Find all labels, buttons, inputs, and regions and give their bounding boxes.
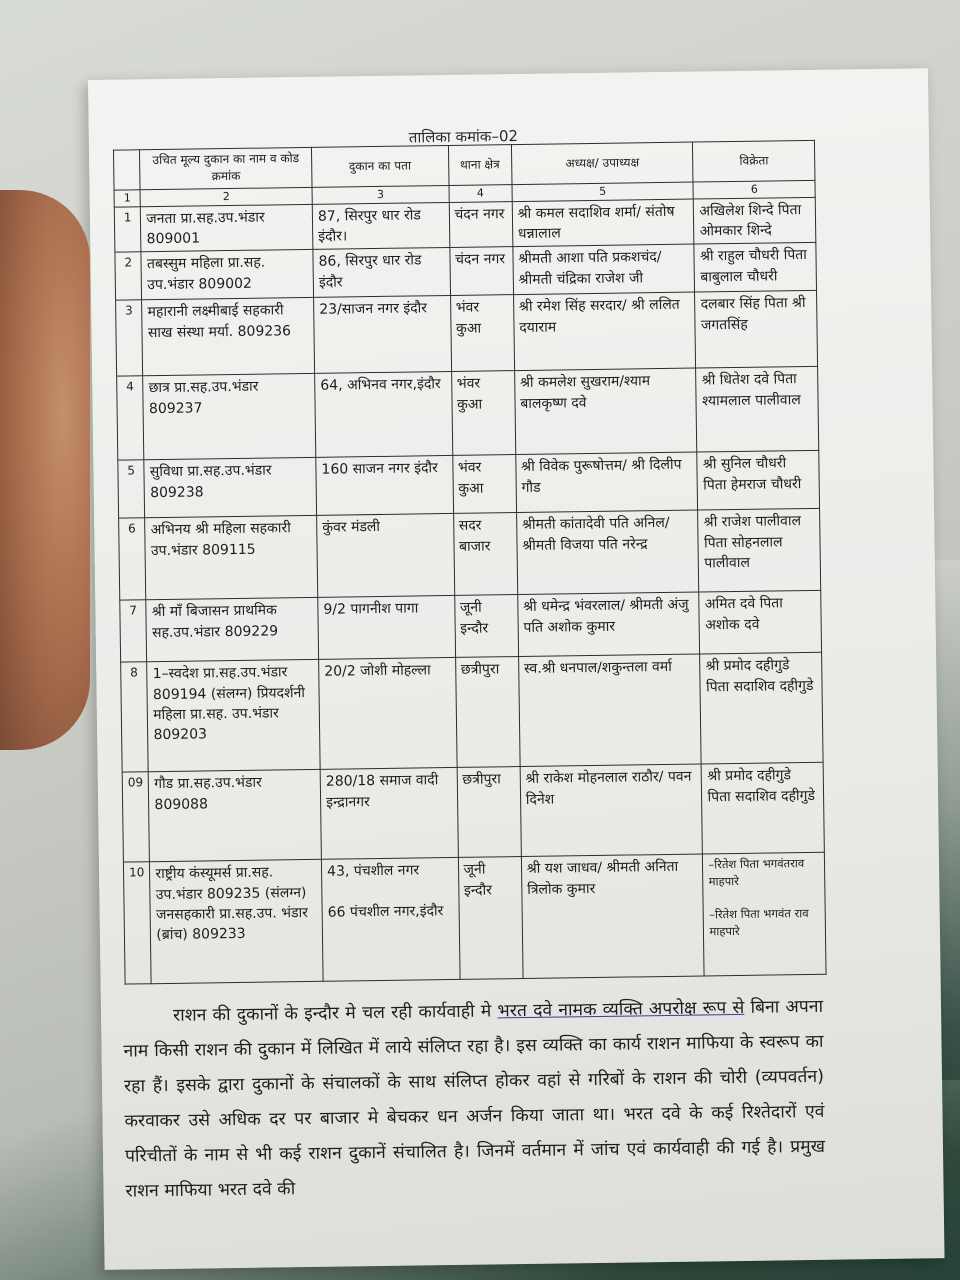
cell-serial bbox=[122, 772, 150, 862]
cell-text: 10 bbox=[129, 865, 145, 880]
cell-text: भंवर कुआ bbox=[457, 459, 484, 497]
cell-text: छत्रीपुरा bbox=[460, 661, 500, 679]
cell-address bbox=[317, 514, 455, 598]
col-num: 4 bbox=[449, 184, 512, 202]
cell-president bbox=[513, 292, 696, 371]
cell-address bbox=[318, 596, 455, 660]
cell-text: 09 bbox=[127, 775, 144, 790]
cell-address bbox=[314, 296, 452, 374]
cell-text: 87, सिरपुर धार रोड इंदौर। bbox=[317, 207, 421, 245]
col-num: 2 bbox=[140, 187, 312, 206]
cell-president bbox=[516, 510, 699, 595]
cell-seller bbox=[694, 243, 816, 293]
cell-text: श्री कमल सदाशिव शर्मा/ संतोष धन्नालाल bbox=[517, 203, 675, 243]
cell-seller bbox=[694, 197, 816, 244]
cell-president bbox=[520, 764, 703, 857]
paragraph-text: राशन की दुकानों के इन्दौर मे चल रही कार्यवाही मे bbox=[172, 1001, 498, 1026]
paragraph-underlined: भरत दवे नामक व्यक्ति अपरोक्ष रूप से bbox=[497, 997, 745, 1022]
table-row bbox=[123, 853, 826, 985]
cell-text: श्री राजेश पालीवाल पिता सोहनलाल पालीवाल bbox=[703, 513, 802, 572]
cell-seller bbox=[697, 451, 819, 511]
cell-serial bbox=[114, 206, 141, 252]
cell-seller bbox=[695, 291, 818, 369]
cell-thana bbox=[450, 295, 514, 372]
table-row bbox=[118, 451, 820, 519]
header-seller: विक्रेता bbox=[693, 140, 815, 181]
cell-text: –रितेश पिता भगवंत राव माहपारे bbox=[709, 906, 809, 939]
cell-text: श्रीमती कांतादेवी पति अनिल/ श्रीमती विजया पति नरेन्द्र bbox=[521, 515, 670, 554]
cell-text: जूनी इन्दौर bbox=[463, 861, 493, 899]
header-thana: थाना क्षेत्र bbox=[448, 145, 512, 186]
table-row bbox=[120, 591, 822, 663]
cell-serial bbox=[116, 300, 143, 376]
cell-text: सदर बाजार bbox=[458, 517, 491, 555]
cell-seller bbox=[698, 509, 821, 593]
cell-thana bbox=[449, 247, 513, 296]
header-shop: उचित मूल्य दुकान का नाम व कोड क्रमांक bbox=[140, 147, 312, 189]
cell-text: अभिनय श्री महिला सहकारी उप.भंडार 809115 bbox=[150, 520, 291, 559]
header-sn bbox=[113, 150, 140, 190]
cell-serial bbox=[115, 252, 142, 300]
cell-serial bbox=[121, 662, 149, 772]
cell-text: श्री प्रमोद दहीगुडे पिता सदाशिव दहीगुडे bbox=[707, 767, 816, 806]
cell-text: सुविधा प्रा.सह.उप.भंडार 809238 bbox=[149, 462, 272, 501]
cell-text: महारानी लक्ष्मीबाई सहकारी साख संस्था मर्या. 809236 bbox=[147, 302, 292, 341]
cell-text: जनता प्रा.सह.उप.भंडार 809001 bbox=[146, 209, 265, 248]
cell-text: श्री प्रमोद दहीगुडे पिता सदाशिव दहीगुडे bbox=[705, 657, 814, 696]
cell-shop bbox=[146, 598, 319, 662]
cell-text: भंवर कुआ bbox=[456, 375, 483, 413]
cell-serial bbox=[119, 518, 147, 600]
cell-seller bbox=[700, 653, 823, 765]
cell-shop bbox=[149, 770, 322, 862]
cell-president bbox=[516, 452, 698, 513]
table-row bbox=[117, 367, 819, 461]
cell-address bbox=[319, 658, 457, 770]
cell-text: तबस्सुम महिला प्रा.सह. उप.भंडार 809002 bbox=[146, 254, 266, 293]
holding-hand bbox=[0, 190, 90, 750]
cell-text: श्री विवेक पुरूषोत्तम/ श्री दिलीप गौड bbox=[521, 457, 682, 496]
body-paragraph bbox=[123, 990, 826, 1210]
cell-seller bbox=[703, 853, 826, 977]
cell-text: 86, सिरपुर धार रोड इंदौर bbox=[318, 252, 422, 291]
ration-shop-table bbox=[113, 140, 827, 985]
cell-text: 20/2 जोशी मोहल्ला bbox=[324, 662, 431, 681]
table-row bbox=[121, 653, 823, 773]
cell-seller bbox=[696, 367, 819, 453]
cell-address bbox=[321, 858, 459, 982]
cell-text: 8 bbox=[130, 665, 138, 680]
col-num: 3 bbox=[312, 185, 449, 204]
cell-text: श्री सुनिल चौधरी पिता हेमराज चौधरी bbox=[702, 455, 802, 494]
cell-text: 2 bbox=[124, 255, 133, 270]
cell-thana bbox=[458, 857, 523, 980]
cell-address bbox=[313, 248, 450, 298]
cell-text: भंवर कुआ bbox=[455, 299, 482, 337]
cell-serial bbox=[118, 460, 145, 518]
cell-text: 1 bbox=[123, 210, 132, 225]
cell-shop bbox=[141, 204, 313, 252]
cell-text: 280/18 समाज वादी इन्द्रानगर bbox=[325, 772, 439, 811]
cell-text: 66 पंचशील नगर,इंदौर bbox=[327, 903, 444, 921]
col-num: 6 bbox=[693, 180, 815, 199]
col-num: 1 bbox=[114, 190, 141, 207]
cell-text: –रितेश पिता भगवंतराव माहपारे bbox=[708, 856, 805, 889]
header-address: दुकान का पता bbox=[311, 145, 448, 187]
cell-serial bbox=[123, 862, 151, 984]
cell-text: चंदन नगर bbox=[454, 205, 505, 223]
cell-thana bbox=[457, 767, 521, 858]
cell-text: राष्ट्रीय कंस्यूमर्स प्रा.सह. उप.भंडार 809235 (संलग्न) जनसहकारी प्रा.सह.उप. भंडार (ब्रांच) 809233 bbox=[155, 864, 308, 944]
header-president: अध्यक्ष/ उपाध्यक्ष bbox=[511, 142, 693, 184]
cell-shop bbox=[147, 660, 320, 772]
cell-text: 6 bbox=[128, 521, 136, 536]
cell-thana bbox=[452, 455, 516, 514]
cell-text: कुंवर मंडली bbox=[322, 519, 381, 537]
cell-president bbox=[513, 244, 695, 295]
cell-text: श्री धमेन्द्र भंवरलाल/ श्रीमती अंजु पति अशोक कुमार bbox=[523, 596, 689, 636]
cell-shop bbox=[142, 298, 315, 376]
cell-text: गौड प्रा.सह.उप.भंडार 809088 bbox=[154, 774, 262, 813]
cell-shop bbox=[150, 860, 323, 984]
cell-text: श्री मॉं बिजासन प्राथमिक सह.उप.भंडार 809229 bbox=[151, 602, 279, 641]
cell-serial bbox=[117, 376, 145, 460]
cell-text: 4 bbox=[126, 379, 134, 394]
cell-text: जूनी इन्दौर bbox=[459, 599, 489, 637]
cell-text: 64, अभिनव नगर,इंदौर bbox=[320, 376, 441, 395]
table-row bbox=[116, 291, 818, 377]
cell-serial bbox=[120, 600, 147, 662]
cell-text: 5 bbox=[127, 463, 136, 478]
cell-text: श्री धितेश दवे पिता श्यामलाल पालीवाल bbox=[701, 371, 801, 410]
cell-thana bbox=[454, 595, 518, 658]
cell-president bbox=[512, 199, 694, 247]
cell-text: 43, पंचशील नगर bbox=[327, 862, 420, 881]
cell-text: श्री यश जाधव/ श्रीमती अनिता त्रिलोक कुमार bbox=[526, 859, 679, 898]
cell-text: चंदन नगर bbox=[454, 251, 506, 269]
cell-address bbox=[320, 768, 458, 860]
cell-text: 160 साजन नगर इंदौर bbox=[321, 460, 438, 479]
table-title: तालिका कमांक–02 bbox=[408, 127, 519, 147]
cell-shop bbox=[143, 374, 316, 460]
cell-text: 3 bbox=[124, 303, 133, 318]
cell-shop bbox=[145, 516, 318, 600]
cell-shop bbox=[144, 458, 316, 518]
cell-text: श्री रमेश सिंह सरदार/ श्री ललित दयाराम bbox=[518, 297, 680, 336]
table-row bbox=[122, 763, 824, 863]
cell-text: श्री राकेश मोहनलाल राठौर/ पवन दिनेश bbox=[525, 768, 692, 808]
cell-president bbox=[521, 854, 704, 979]
cell-thana bbox=[449, 201, 513, 247]
cell-text: अमित दवे पिता अशोक दवे bbox=[704, 595, 783, 634]
cell-thana bbox=[453, 513, 517, 596]
cell-president bbox=[518, 654, 701, 767]
cell-text: 1–स्वदेश प्रा.सह.उप.भंडार 809194 (संलग्न) प्रियदर्शनी महिला प्रा.सह. उप.भंडार 809203 bbox=[152, 664, 306, 744]
cell-text: दलबार सिंह पिता श्री जगतसिंह bbox=[700, 295, 806, 334]
col-num: 5 bbox=[512, 182, 694, 201]
cell-text: छात्र प्रा.सह.उप.भंडार 809237 bbox=[148, 378, 259, 417]
table-row bbox=[119, 509, 821, 601]
cell-address bbox=[312, 202, 449, 249]
cell-text: स्व.श्री धनपाल/शकुन्तला वर्मा bbox=[523, 659, 672, 678]
document-page bbox=[88, 68, 945, 1270]
cell-shop bbox=[141, 250, 313, 300]
cell-text: श्री राहुल चौधरी पिता बाबुलाल चौधरी bbox=[699, 247, 807, 286]
paragraph-text: बिना अपना नाम किसी राशन की दुकान में लिखित में लाये संलिप्त रहा है। इस व्यक्ति का कार्य राशन माफिया के स्वरूप का रहा हैं। इसके द्वारा दुकानों के संचालकों के साथ संलिप्त होकर वहां से गरिबों के राशन की चोरी (व्यपवर्तन) करवाकर उसे अधिक दर पर बाजार मे बेचकर धन अर्जन किया जाता था। भरत दवे के कई रिश्तेदारों एवं परिचीतों के नाम से भी कई राशन दुकानें संचालित है। जिनमें वर्तमान में जांच एवं कार्यवाही की गई है। प्रमुख राशन माफिया भरत दवे की bbox=[123, 996, 826, 1202]
cell-address bbox=[315, 372, 453, 458]
cell-seller bbox=[702, 763, 825, 855]
cell-thana bbox=[455, 657, 520, 768]
cell-seller bbox=[699, 591, 821, 655]
cell-text: 9/2 पागनीश पागा bbox=[323, 600, 419, 619]
cell-address bbox=[316, 456, 453, 516]
cell-text: छत्रीपुरा bbox=[462, 771, 501, 789]
cell-text: श्री कमलेश सुखराम/श्याम बालकृष्ण दवे bbox=[519, 373, 651, 412]
cell-text: 7 bbox=[129, 603, 138, 618]
cell-text: अखिलेश शिन्दे पिता ओमकार शिन्दे bbox=[699, 201, 802, 240]
cell-text: श्रीमती आशा पति प्रकशचंद/ श्रीमती चंद्रिका राजेश जी bbox=[518, 249, 662, 288]
cell-text: 23/साजन नगर इंदौर bbox=[319, 300, 428, 319]
cell-president bbox=[518, 592, 701, 657]
cell-president bbox=[514, 368, 697, 455]
cell-thana bbox=[451, 371, 515, 456]
